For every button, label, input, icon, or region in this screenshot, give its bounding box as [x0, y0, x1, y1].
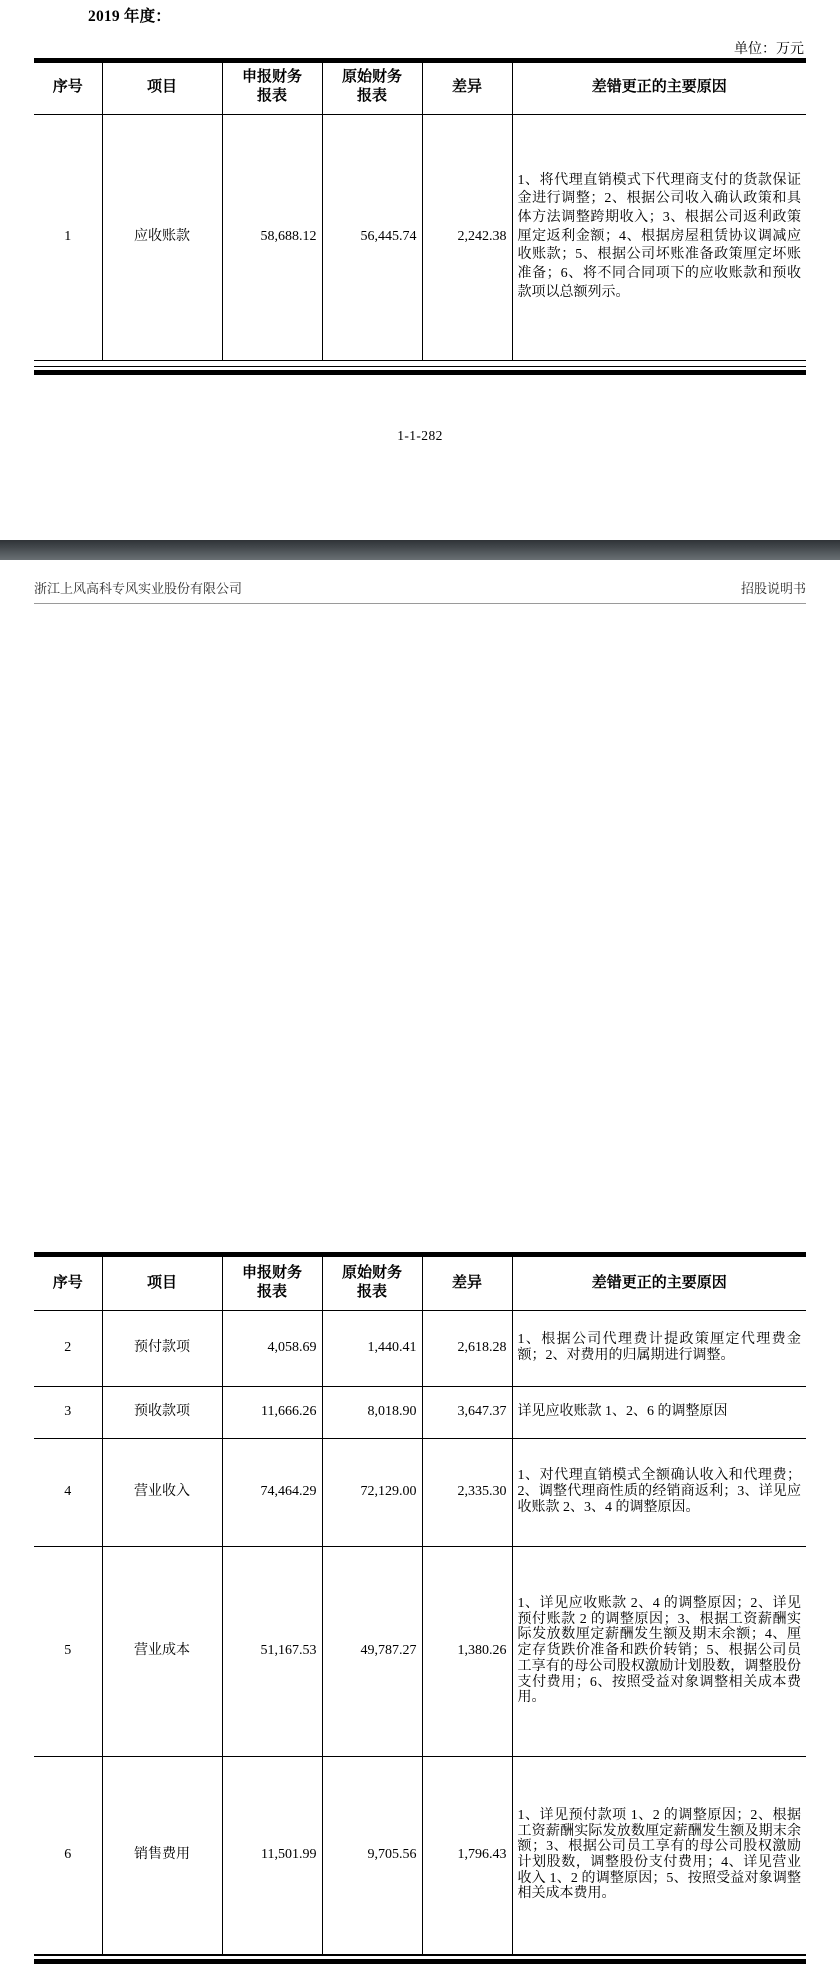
cell-item: 预付款项 [102, 1310, 222, 1386]
cell-reason: 详见应收账款 1、2、6 的调整原因 [512, 1386, 806, 1438]
column-header-item: 项目 [102, 60, 222, 114]
page-number: 1-1-282 [397, 428, 443, 443]
error-correction-table-2019-part1 [34, 60, 806, 361]
column-header-original [322, 60, 422, 114]
cell-reported: 51,167.53 [222, 1546, 322, 1756]
cell-difference: 1,380.26 [422, 1546, 512, 1756]
cell-index: 3 [34, 1386, 102, 1438]
column-header-index: 序号 [34, 1256, 102, 1310]
cell-item: 预收款项 [102, 1386, 222, 1438]
table-row [34, 1386, 806, 1438]
document-page-one [0, 0, 840, 540]
cell-difference: 2,335.30 [422, 1438, 512, 1546]
column-header-reported [222, 1256, 322, 1310]
cell-difference: 1,796.43 [422, 1756, 512, 1954]
column-header-reason: 差错更正的主要原因 [512, 60, 806, 114]
cell-original: 72,129.00 [322, 1438, 422, 1546]
column-header-original-line1: 原始财务 [341, 1265, 402, 1282]
running-header-document-type: 招股说明书 [740, 581, 806, 596]
column-header-reason: 差错更正的主要原因 [512, 1256, 806, 1310]
document-page-two [0, 560, 840, 1902]
column-header-difference: 差异 [422, 60, 512, 114]
table-header-row [34, 60, 806, 114]
table-two-bottom-thin-rule [34, 1955, 806, 1956]
page-break-divider [0, 540, 840, 560]
cell-reason: 1、将代理直销模式下代理商支付的货款保证金进行调整；2、根据公司收入确认政策和具体方法调整跨期收入；3、根据公司返利政策厘定返利金额；4、根据房屋租赁协议调减应收账款；5、根据公司坏账准备政策厘定坏账准备；6、将不同合同项下的应收账款和预收款项以总额列示。 [512, 114, 806, 360]
column-header-index: 序号 [34, 60, 102, 114]
unit-note: 单位：万元 [734, 42, 804, 57]
cell-reason: 1、详见预付款项 1、2 的调整原因；2、根据工资薪酬实际发放数厘定薪酬发生额及期末余额；3、根据公司员工享有的母公司股权激励计划股数，调整股份支付费用；4、详见营业收入 1、2 的调整原因；5、按照受益对象调整相关成本费用。 [512, 1756, 806, 1954]
cell-index: 1 [34, 114, 102, 360]
column-header-difference: 差异 [422, 1256, 512, 1310]
column-header-reported-line1: 申报财务 [241, 69, 302, 86]
cell-original: 9,705.56 [322, 1756, 422, 1954]
column-header-item: 项目 [102, 1256, 222, 1310]
cell-item: 营业成本 [102, 1546, 222, 1756]
cell-difference: 3,647.37 [422, 1386, 512, 1438]
cell-difference: 2,618.28 [422, 1310, 512, 1386]
column-header-reported-line2: 报表 [256, 87, 287, 104]
running-header-company-name: 浙江上风高科专风实业股份有限公司 [34, 581, 243, 596]
cell-reported: 11,501.99 [222, 1756, 322, 1954]
cell-original: 49,787.27 [322, 1546, 422, 1756]
section-title: 2019 年度： [88, 8, 171, 25]
cell-index: 5 [34, 1546, 102, 1756]
cell-item: 销售费用 [102, 1756, 222, 1954]
table-row [34, 1546, 806, 1756]
cell-reported: 74,464.29 [222, 1438, 322, 1546]
table-row [34, 1756, 806, 1954]
cell-item: 应收账款 [102, 114, 222, 360]
cell-index: 4 [34, 1438, 102, 1546]
cell-original: 8,018.90 [322, 1386, 422, 1438]
table-one-bottom-thin-rule [34, 366, 806, 367]
table-row [34, 114, 806, 360]
cell-reported: 58,688.12 [222, 114, 322, 360]
cell-reason: 1、根据公司代理费计提政策厘定代理费金额；2、对费用的归属期进行调整。 [512, 1310, 806, 1386]
table-row [34, 1310, 806, 1386]
error-correction-table-2019-part2 [34, 1256, 806, 1955]
column-header-reported-line1: 申报财务 [241, 1265, 302, 1282]
cell-index: 2 [34, 1310, 102, 1386]
table-two-bottom-thick-rule [34, 1959, 806, 1964]
table-header-row [34, 1256, 806, 1310]
column-header-original-line2: 报表 [356, 1283, 387, 1300]
table-one-bottom-thick-rule [34, 370, 806, 375]
table-row [34, 1438, 806, 1546]
cell-item: 营业收入 [102, 1438, 222, 1546]
cell-original: 56,445.74 [322, 114, 422, 360]
column-header-reported [222, 60, 322, 114]
cell-reported: 4,058.69 [222, 1310, 322, 1386]
cell-original: 1,440.41 [322, 1310, 422, 1386]
cell-reason: 1、对代理直销模式全额确认收入和代理费；2、调整代理商性质的经销商返利；3、详见应收账款 2、3、4 的调整原因。 [512, 1438, 806, 1546]
cell-difference: 2,242.38 [422, 114, 512, 360]
column-header-original-line1: 原始财务 [341, 69, 402, 86]
column-header-reported-line2: 报表 [256, 1283, 287, 1300]
column-header-original-line2: 报表 [356, 87, 387, 104]
cell-index: 6 [34, 1756, 102, 1954]
cell-reason: 1、详见应收账款 2、4 的调整原因；2、详见预付账款 2 的调整原因；3、根据工资薪酬实际发放数厘定薪酬发生额及期末余额；4、厘定存货跌价准备和跌价转销；5、根据公司员工享有的母公司股权激励计划股数，调整股份支付费用；6、按照受益对象调整相关成本费用。 [512, 1546, 806, 1756]
running-header [34, 578, 806, 604]
cell-reported: 11,666.26 [222, 1386, 322, 1438]
column-header-original [322, 1256, 422, 1310]
